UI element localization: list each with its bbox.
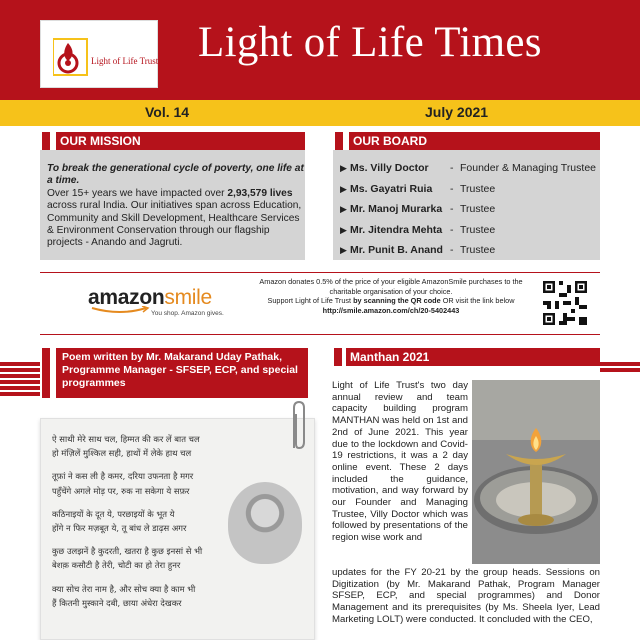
poem-line: पहुँचेंगे अगले मोड़ पर, रुक ना सकेगा ये सफ़र bbox=[52, 485, 190, 496]
member-name: Ms. Gayatri Ruia bbox=[350, 182, 433, 195]
member-role: Trustee bbox=[460, 203, 496, 215]
member-name: Ms. Villy Doctor bbox=[350, 162, 429, 174]
volume-number: Vol. 14 bbox=[145, 104, 190, 120]
poem-line: होंगे न फिर मज़बूत ये, तू बांध ले डाढ़स अगर bbox=[52, 523, 187, 534]
poem-line: हो मंज़िलें मुश्किल सही, हाथों में लेके हाथ चल bbox=[52, 448, 192, 459]
board-heading bbox=[333, 132, 600, 150]
mission-lead: To break the generational cycle of poverty, one life at a time. bbox=[47, 163, 304, 187]
decorative-stripes bbox=[600, 362, 640, 372]
newsletter-title: Light of Life Times bbox=[198, 19, 542, 66]
brand-amazon: amazon bbox=[88, 286, 165, 309]
divider bbox=[40, 334, 600, 335]
board-member: ▶ Mr. Punit B. Anand - Trustee bbox=[340, 240, 600, 261]
amazon-link[interactable]: http://smile.amazon.com/ch/20-5402443 bbox=[322, 305, 460, 315]
poem-line: तूफ़ां ने कस ली है कमर, दरिया उफनता है मगर bbox=[52, 471, 194, 482]
amazon-info bbox=[250, 277, 532, 315]
trust-logo bbox=[40, 20, 158, 88]
author-portrait bbox=[228, 482, 302, 564]
poem-line: ऐ साथी मेरे साथ चल, हिम्मत की कर लें बात चल bbox=[52, 434, 200, 444]
issue-date: July 2021 bbox=[425, 104, 489, 120]
amazon-info-2: Support Light of Life Trust bbox=[267, 296, 354, 306]
board-member: ▶ Mr. Manoj Murarka - Trustee bbox=[340, 199, 600, 220]
decorative-stripes bbox=[0, 362, 40, 398]
poem-heading-text: Poem written by Mr. Makarand Uday Pathak, Programme Manager - SFSEP, ECP, and special programmes bbox=[62, 351, 298, 389]
poem-line: हैं कितनी मुस्काने दबी, छाया अंधेरा देखकर bbox=[52, 597, 182, 608]
member-role: Trustee bbox=[460, 244, 496, 256]
manthan-text-continued: updates for the FY 20-21 by the group heads. Sessions on Digitization (by Mr. Makarand Pathak, Program Manager SFSEP, ECP, and special programmes) and Donor Management and its prerequisites (by Ms. Sheela Iyer, Lead Marketing LOLT) were conducted. It concluded with the CEO, bbox=[332, 567, 600, 625]
smile-arrow-icon bbox=[90, 306, 150, 316]
mission-body-1: Over 15+ years we have impacted over bbox=[47, 187, 228, 199]
flame-logo-icon bbox=[53, 37, 89, 77]
poem-line: क्या सोच तेरा नाम है, और सोच क्या है काम भी bbox=[52, 583, 196, 594]
mission-text bbox=[47, 163, 305, 250]
poem-heading bbox=[40, 348, 308, 398]
member-role: Trustee bbox=[460, 182, 496, 195]
member-role: Founder & Managing Trustee bbox=[460, 162, 596, 174]
member-role: Trustee bbox=[460, 223, 496, 236]
board-member: ▶ Mr. Jitendra Mehta - Trustee bbox=[340, 220, 600, 241]
member-name: Mr. Punit B. Anand bbox=[350, 244, 443, 256]
arrow-icon: ▶ bbox=[340, 204, 347, 214]
manthan-heading bbox=[332, 348, 600, 366]
member-name: Mr. Manoj Murarka bbox=[350, 203, 443, 215]
arrow-icon: ▶ bbox=[340, 163, 347, 173]
brand-smile: smile bbox=[164, 286, 212, 309]
mission-heading-text: OUR MISSION bbox=[60, 134, 141, 148]
member-name: Mr. Jitendra Mehta bbox=[350, 223, 443, 236]
board-member: ▶ Ms. Villy Doctor - Founder & Managing Trustee bbox=[340, 158, 600, 179]
poem-line: बेशक़ कसौटी है तेरी, चोटी का हो तेरा हुनर bbox=[52, 560, 181, 571]
logo-label: Light of Life Trust bbox=[91, 56, 159, 66]
issue-bar bbox=[0, 100, 640, 126]
arrow-icon: ▶ bbox=[340, 224, 347, 235]
poem-line: कठिनाइयों के दूत ये, परछाइयों के भूत ये bbox=[52, 508, 175, 519]
diya-lamp-photo bbox=[472, 380, 600, 564]
manthan-text: Light of Life Trust's two day annual review and team capacity building program MANTHAN was held on 1st and 2nd of June 2021. This year due to the lockdown and Covid-19 restrictions, it was a 2 day online event. These 2 days included the guidance, motivation, and way forward by our Founder and Managing Trustee, Villy Doctor which was followed by presentations of the region wise work and bbox=[332, 380, 468, 544]
manthan-heading-text: Manthan 2021 bbox=[350, 350, 430, 364]
board-member: ▶ Ms. Gayatri Ruia - Trustee bbox=[340, 179, 600, 200]
amazon-info-bold: by scanning the QR code bbox=[353, 296, 441, 306]
mission-heading bbox=[40, 132, 305, 150]
poem-line: कुछ उलझनें है कुदरती, खतरा है कुछ इनसां से भी bbox=[52, 546, 203, 557]
board-heading-text: OUR BOARD bbox=[353, 134, 427, 148]
lives-count: 2,93,579 lives bbox=[227, 187, 293, 199]
qr-code[interactable] bbox=[543, 281, 587, 325]
amazon-info-1: Amazon donates 0.5% of the price of your eligible AmazonSmile purchases to the charitable organisation of your choice. bbox=[259, 277, 523, 296]
amazon-tagline: You shop. Amazon gives. bbox=[151, 310, 224, 317]
board-list bbox=[340, 158, 600, 261]
arrow-icon: ▶ bbox=[340, 183, 347, 194]
mission-body-2: across rural India. Our initiatives span across Education, Community and Skill Development, Healthcare Services & Environment Conservation through our flagship projects - Anando and Jagruti. bbox=[47, 200, 302, 249]
amazon-info-3: OR visit the link below bbox=[440, 296, 515, 306]
divider bbox=[40, 272, 600, 273]
arrow-icon: ▶ bbox=[340, 245, 347, 255]
